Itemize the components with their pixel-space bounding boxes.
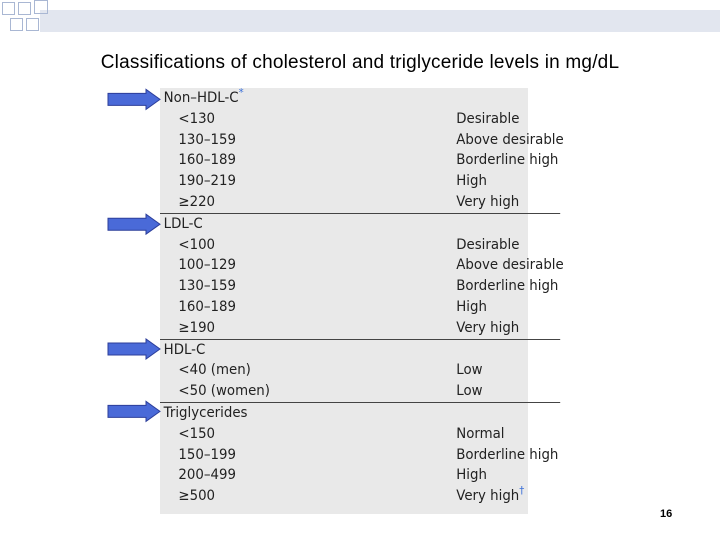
classification-value: Normal xyxy=(456,425,505,442)
deco-square xyxy=(34,0,48,14)
range-value: 100–129 xyxy=(178,257,237,274)
section-arrow-icon xyxy=(108,89,160,109)
header-band xyxy=(40,10,720,32)
table-row xyxy=(160,255,564,276)
table-row xyxy=(160,465,560,486)
section xyxy=(160,339,560,402)
classification-value: Borderline high xyxy=(456,278,559,295)
range-value: 200–499 xyxy=(178,467,237,484)
footnote-marker: † xyxy=(519,484,525,498)
table-row xyxy=(160,109,560,130)
slide-title: Classifications of cholesterol and triglyceride levels in mg/dL xyxy=(100,52,620,73)
deco-square xyxy=(2,2,15,15)
classification-value: Very high xyxy=(456,319,520,336)
range-value: ≥190 xyxy=(178,319,216,336)
classification-value: Above desirable xyxy=(456,131,564,148)
table-row xyxy=(160,360,560,381)
table-row xyxy=(160,130,564,151)
classification-value: Very high xyxy=(456,193,520,210)
section xyxy=(160,213,564,339)
classification-value: Desirable xyxy=(456,236,520,253)
range-value: <40 (men) xyxy=(178,362,251,379)
page-number: 16 xyxy=(660,508,673,520)
range-value: <150 xyxy=(178,425,216,442)
table-row xyxy=(160,171,560,192)
classification-table xyxy=(160,86,564,514)
range-value: <50 (women) xyxy=(178,383,270,400)
range-value: <130 xyxy=(178,110,216,127)
classification-value: Borderline high xyxy=(456,446,559,463)
section-arrow-icon xyxy=(108,339,160,359)
section-header xyxy=(160,214,560,235)
range-value: 130–159 xyxy=(178,278,237,295)
range-value: 160–189 xyxy=(178,298,237,315)
range-value: 160–189 xyxy=(178,152,237,169)
table-row xyxy=(160,235,560,256)
table-row xyxy=(160,192,560,213)
classification-value: Borderline high xyxy=(456,152,559,169)
section-header xyxy=(160,88,560,109)
classification-value: High xyxy=(456,298,487,315)
range-value: 190–219 xyxy=(178,173,237,190)
range-value: 130–159 xyxy=(178,131,237,148)
table-row xyxy=(160,445,560,466)
deco-square xyxy=(10,18,23,31)
header-decoration xyxy=(0,0,720,40)
section-name: LDL-C xyxy=(163,215,203,232)
section-header xyxy=(160,403,560,424)
section-arrow-icon xyxy=(108,401,160,421)
range-value: <100 xyxy=(178,236,216,253)
classification-value: High xyxy=(456,467,487,484)
table-row xyxy=(160,276,560,297)
table-row xyxy=(160,297,560,318)
range-value: ≥220 xyxy=(178,193,216,210)
classification-value: Desirable xyxy=(456,110,520,127)
classification-value: Low xyxy=(456,362,483,379)
classification-value: Low xyxy=(456,383,483,400)
range-value: 150–199 xyxy=(178,446,237,463)
classification-value: Very high† xyxy=(456,484,525,505)
table-row xyxy=(160,150,560,171)
table-row xyxy=(160,381,560,402)
section-arrow-icon xyxy=(108,214,160,234)
section-name: Triglycerides xyxy=(163,404,248,421)
classification-value: Above desirable xyxy=(456,257,564,274)
deco-square xyxy=(18,2,31,15)
deco-square xyxy=(26,18,39,31)
section-name: HDL-C xyxy=(163,341,206,358)
section xyxy=(160,402,560,507)
table-row xyxy=(160,318,560,339)
section-name: Non–HDL-C* xyxy=(163,86,244,106)
range-value: ≥500 xyxy=(178,488,216,505)
footnote-marker: * xyxy=(238,86,244,100)
table-row xyxy=(160,424,560,445)
classification-value: High xyxy=(456,173,487,190)
table-row xyxy=(160,486,560,507)
section xyxy=(160,86,564,213)
section-header xyxy=(160,340,560,361)
